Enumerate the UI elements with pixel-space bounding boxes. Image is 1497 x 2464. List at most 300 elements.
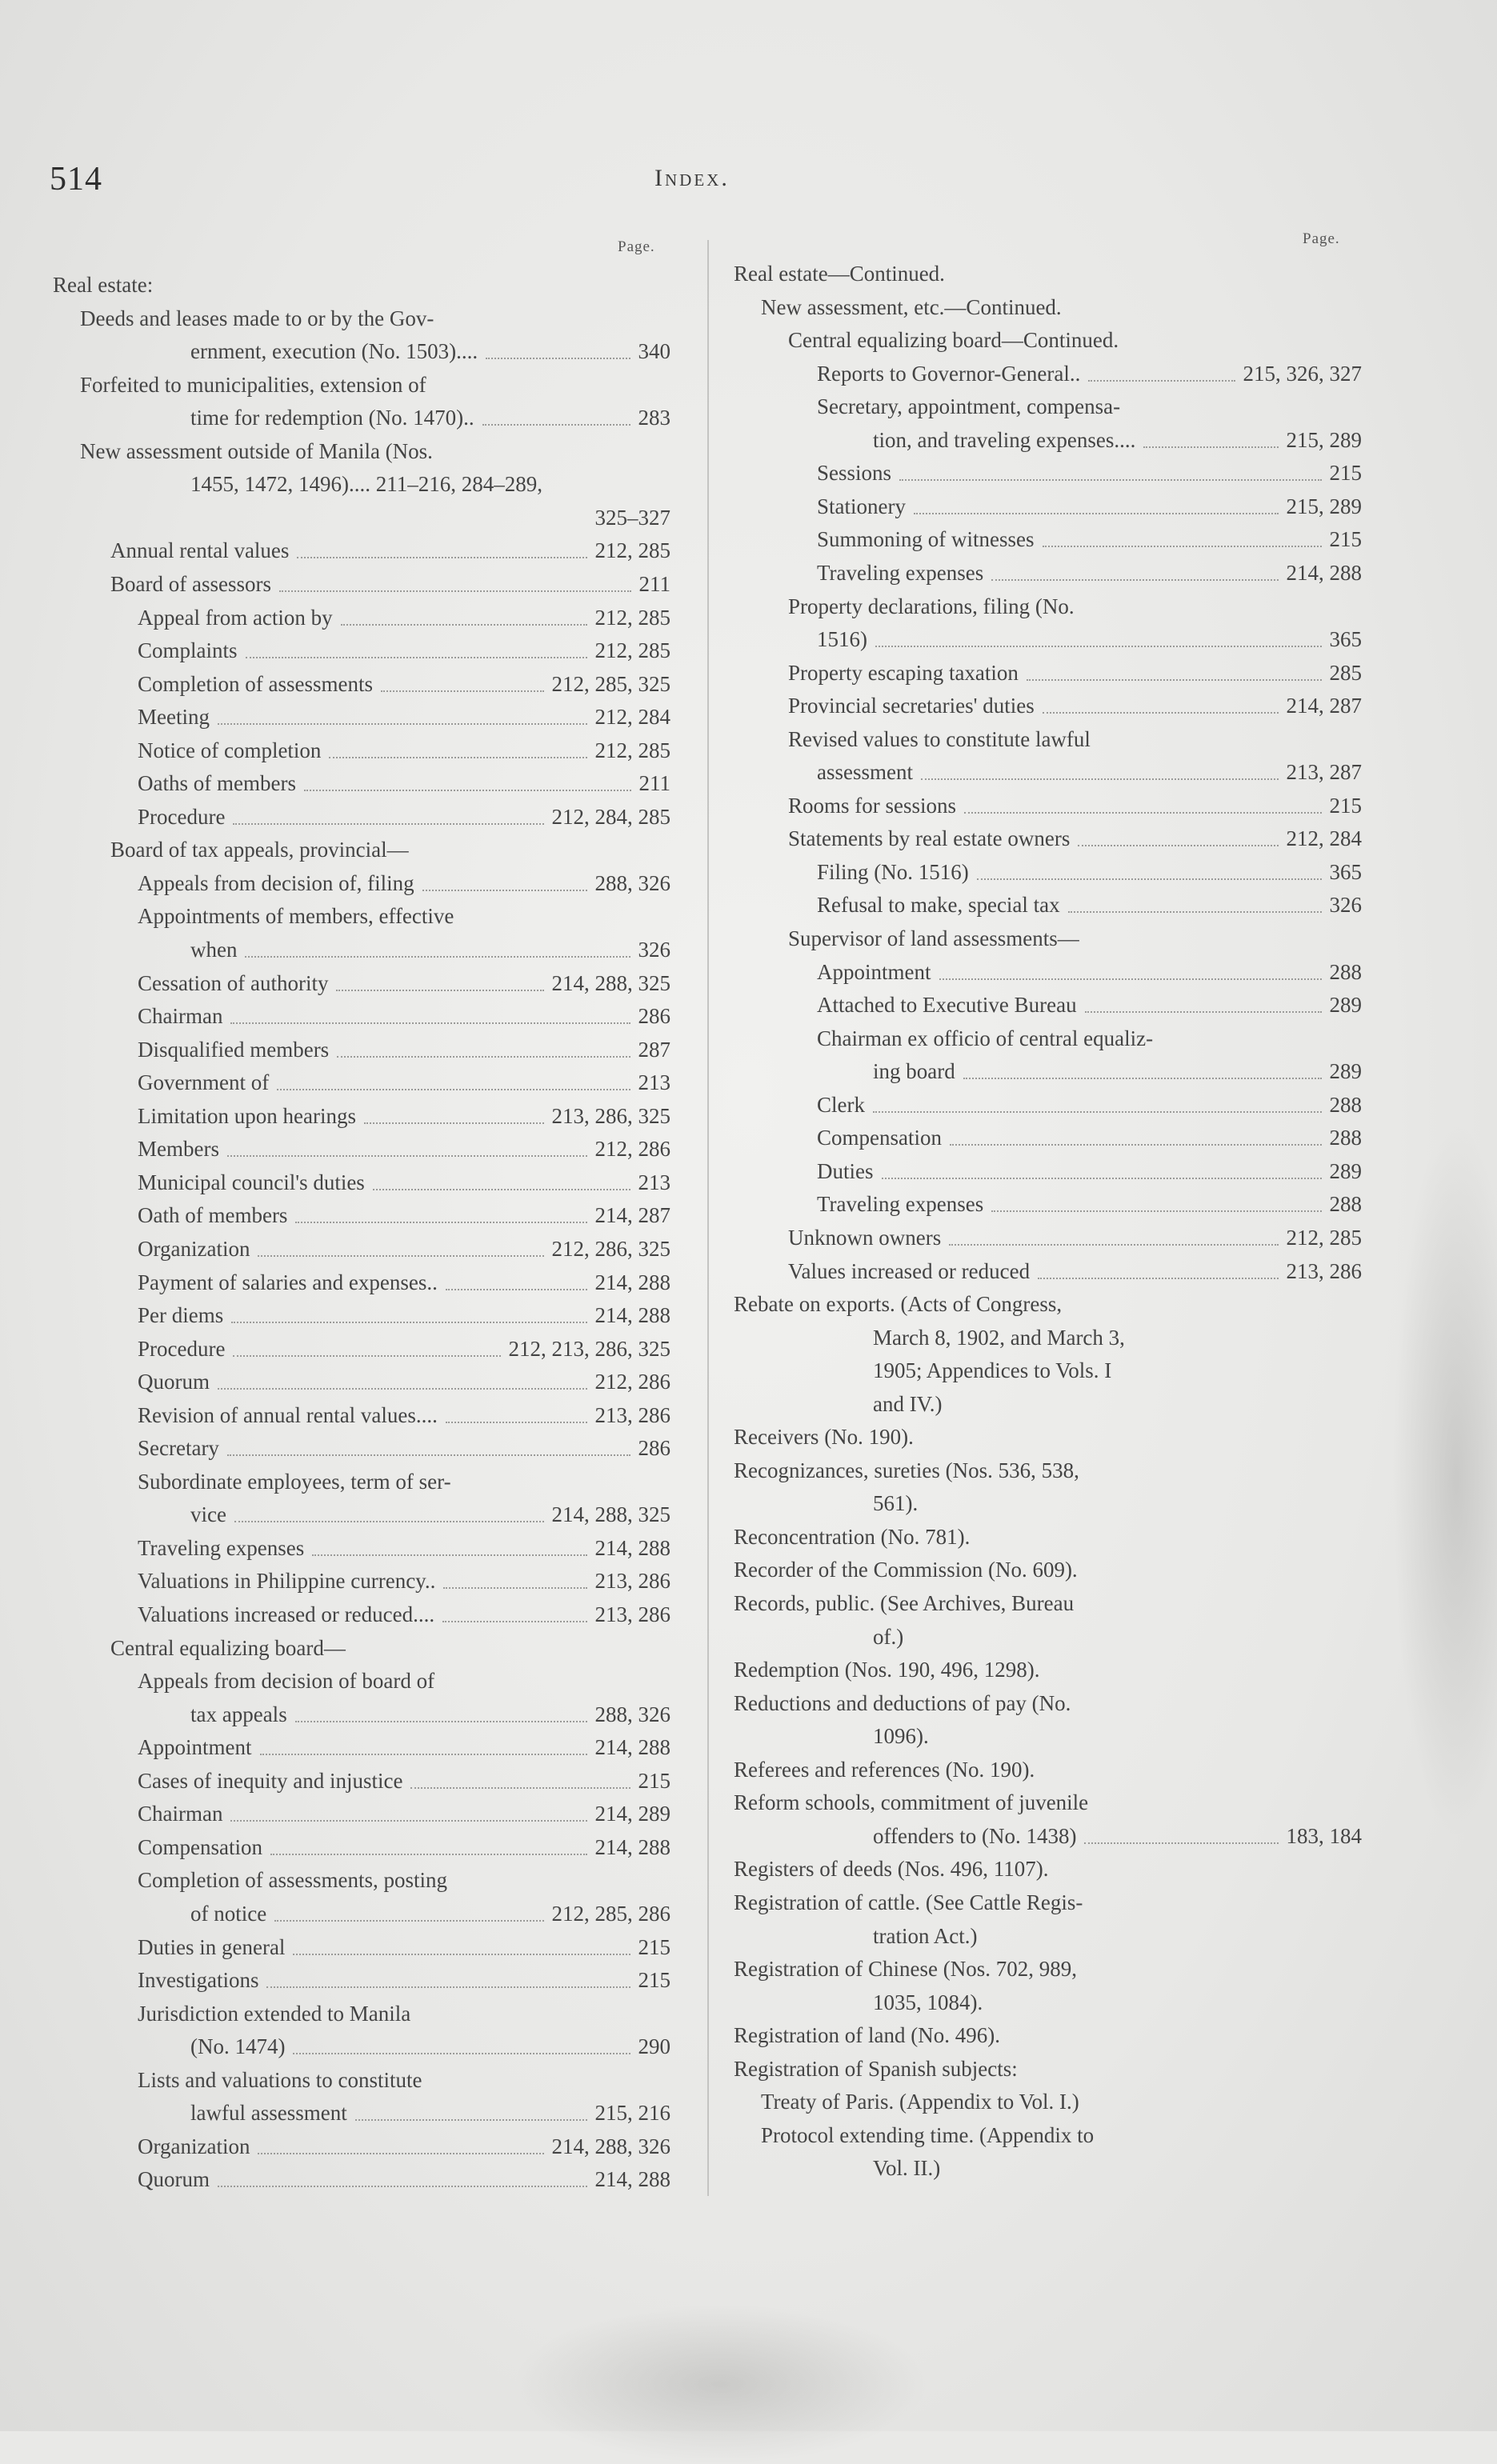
entry-text: Meeting (138, 705, 210, 730)
index-entry (817, 1155, 1362, 1188)
entry-text: Disqualified members (138, 1037, 330, 1062)
entry-page-ref: 289 (1329, 1158, 1362, 1183)
dot-leader (1078, 845, 1278, 846)
entry-text: Appeal from action by (138, 605, 333, 630)
index-entry (138, 2163, 670, 2196)
dot-leader (1027, 679, 1322, 681)
index-entry (138, 1532, 670, 1565)
entry-text: 1455, 1472, 1496).... 211–216, 284–289, (190, 472, 542, 497)
entry-page-ref: 212, 284 (1286, 826, 1362, 851)
index-entry (761, 2086, 1362, 2118)
index-entry (190, 335, 670, 368)
entry-text: Refusal to make, special tax (817, 893, 1060, 918)
entry-page-ref: 340 (638, 339, 670, 364)
entry-page-ref: 211 (638, 571, 670, 596)
index-entry (873, 1986, 1362, 2019)
entry-page-ref: 285 (1329, 660, 1362, 685)
dot-leader (260, 1754, 587, 1755)
index-entry (734, 2019, 1362, 2052)
entry-page-ref: 215, 326, 327 (1243, 361, 1362, 386)
index-entry (734, 1421, 1362, 1454)
entry-text: Reports to Governor-General.. (817, 361, 1081, 386)
entry-page-ref: 213, 286 (594, 1602, 670, 1626)
index-entry (873, 1055, 1362, 1088)
index-entry (873, 1322, 1362, 1354)
index-entry (138, 668, 670, 701)
entry-text: Real estate: (53, 273, 154, 297)
entry-text: Registration of Chinese (Nos. 702, 989, (734, 1957, 1077, 1982)
entry-page-ref: 214, 288, 325 (551, 970, 670, 995)
entry-text: tration Act.) (873, 1923, 978, 1948)
entry-page-ref: 214, 288 (1286, 560, 1362, 585)
entry-text: Rooms for sessions (788, 793, 957, 818)
entry-text: Valuations increased or reduced.... (138, 1602, 435, 1626)
dot-leader (304, 790, 631, 791)
entry-page-ref: 212, 285 (594, 738, 670, 762)
entry-page-ref: 215 (1329, 461, 1362, 486)
entry-text: Notice of completion (138, 738, 322, 762)
entry-text: Clerk (817, 1092, 865, 1117)
index-entry (110, 568, 670, 601)
entry-page-ref: 215 (638, 1934, 670, 1959)
index-entry (817, 756, 1362, 789)
index-entry (138, 602, 670, 634)
entry-text: tax appeals (190, 1702, 287, 1726)
entry-text: Registration of cattle. (See Cattle Regis- (734, 1890, 1083, 1914)
entry-page-ref: 213, 286, 325 (551, 1103, 670, 1128)
entry-text: Reductions and deductions of pay (No. (734, 1690, 1071, 1715)
entry-text: Redemption (Nos. 190, 496, 1298). (734, 1658, 1040, 1682)
index-entry (788, 657, 1362, 690)
entry-text: Rebate on exports. (Acts of Congress, (734, 1292, 1063, 1317)
left-page-header: Page. (618, 238, 655, 255)
index-entry (788, 790, 1362, 822)
entry-page-ref: 214, 288, 326 (551, 2134, 670, 2158)
dot-leader (336, 990, 543, 991)
entry-page-ref: 212, 285 (1286, 1225, 1362, 1250)
index-entry (138, 1665, 670, 1698)
index-entry (138, 900, 670, 933)
index-entry (138, 801, 670, 834)
entry-text: Organization (138, 1236, 250, 1261)
index-entry (734, 1288, 1362, 1321)
index-entry (110, 1632, 670, 1665)
entry-page-ref: 212, 284 (594, 705, 670, 730)
entry-text: Appointment (817, 959, 931, 984)
entry-text: Statements by real estate owners (788, 826, 1071, 851)
entry-text: Secretary (138, 1436, 219, 1461)
entry-page-ref: 214, 287 (594, 1203, 670, 1228)
index-entry (138, 2130, 670, 2163)
dot-leader (991, 579, 1278, 581)
entry-text: Records, public. (See Archives, Bureau (734, 1591, 1075, 1615)
entry-page-ref: 212, 284, 285 (551, 804, 670, 829)
entry-text: Reconcentration (No. 781). (734, 1524, 971, 1549)
dot-leader (964, 812, 1321, 814)
index-entry (138, 1931, 670, 1964)
dot-leader (991, 1210, 1321, 1212)
entry-text: Compensation (817, 1126, 942, 1150)
dot-leader (231, 1322, 586, 1323)
entry-text: Forfeited to municipalities, extension of (80, 372, 426, 397)
entry-text: Property escaping taxation (788, 660, 1019, 685)
entry-page-ref: 288 (1329, 1092, 1362, 1117)
entry-text: Recognizances, sureties (Nos. 536, 538, (734, 1458, 1079, 1482)
entry-text: Quorum (138, 1370, 210, 1394)
entry-text: Filing (No. 1516) (817, 859, 969, 884)
entry-text: and IV.) (873, 1391, 943, 1416)
dot-leader (227, 1155, 587, 1157)
dot-leader (218, 723, 587, 725)
entry-text: 1035, 1084). (873, 1990, 983, 2014)
dot-leader (329, 757, 586, 758)
dot-leader (277, 1089, 630, 1090)
entry-text: Registration of land (No. 496). (734, 2023, 1000, 2048)
column-divider (707, 240, 709, 2196)
entry-text: Provincial secretaries' duties (788, 694, 1035, 718)
index-entry (190, 934, 670, 966)
entry-text: Reform schools, commitment of juvenile (734, 1790, 1089, 1815)
dot-leader (1143, 446, 1278, 448)
index-entry (138, 1598, 670, 1631)
entry-text: March 8, 1902, and March 3, (873, 1325, 1125, 1350)
entry-text: assessment (817, 760, 913, 785)
dot-leader (337, 1056, 630, 1058)
index-entry (138, 1731, 670, 1764)
index-entry (734, 1654, 1362, 1686)
dot-leader (381, 690, 544, 692)
index-entry (817, 390, 1362, 423)
index-entry (190, 402, 670, 434)
index-entry (761, 2119, 1362, 2152)
index-entry (734, 1521, 1362, 1554)
entry-text: Sessions (817, 461, 892, 486)
entry-page-ref: 214, 289 (594, 1802, 670, 1826)
entry-text: Jurisdiction extended to Manila (138, 2001, 411, 2026)
entry-text: Completion of assessments (138, 671, 373, 696)
entry-text: Secretary, appointment, compensa- (817, 394, 1121, 419)
entry-text: offenders to (No. 1438) (873, 1823, 1077, 1848)
index-entry (817, 1188, 1362, 1221)
index-entry (873, 1920, 1362, 1953)
dot-leader (293, 2053, 630, 2054)
entry-text: of.) (873, 1624, 904, 1649)
entry-page-ref: 326 (1329, 893, 1362, 918)
entry-page-ref: 215, 289 (1286, 494, 1362, 518)
index-entry (734, 258, 1362, 290)
dot-leader (882, 1178, 1322, 1179)
entry-text: Oath of members (138, 1203, 288, 1228)
index-entry (138, 1133, 670, 1166)
entry-page-ref: 215, 289 (1286, 427, 1362, 452)
dot-leader (446, 1422, 587, 1423)
index-entry (110, 834, 670, 866)
dot-leader (482, 424, 630, 426)
entry-text: Property declarations, filing (No. (788, 594, 1075, 618)
entry-text: Compensation (138, 1834, 262, 1859)
dot-leader (1084, 1842, 1278, 1844)
dot-leader (364, 1122, 544, 1124)
index-entry (138, 734, 670, 767)
index-entry (190, 2030, 670, 2063)
entry-text: Procedure (138, 1336, 226, 1361)
index-entry (80, 302, 670, 335)
dot-leader (227, 1454, 630, 1456)
index-entry (873, 1621, 1362, 1654)
entry-page-ref: 215, 216 (594, 2101, 670, 2126)
entry-text: New assessment, etc.—Continued. (761, 294, 1062, 319)
index-entry (138, 1034, 670, 1066)
index-entry (873, 1720, 1362, 1753)
index-entry (817, 1089, 1362, 1122)
entry-page-ref: 288 (1329, 959, 1362, 984)
entry-page-ref: 286 (638, 1004, 670, 1029)
entry-text: Duties (817, 1158, 874, 1183)
entry-page-ref: 215 (1329, 793, 1362, 818)
dot-leader (341, 624, 587, 626)
dot-leader (258, 1255, 543, 1257)
entry-page-ref: 214, 288 (594, 1735, 670, 1760)
entry-page-ref: 213, 286 (1286, 1258, 1362, 1283)
dot-leader (279, 590, 631, 592)
index-entry (734, 1853, 1362, 1886)
index-entry (817, 856, 1362, 889)
index-entry (80, 435, 670, 468)
entry-page-ref: 214, 288 (594, 1535, 670, 1560)
entry-page-ref: 288, 326 (594, 870, 670, 895)
entry-text: 1905; Appendices to Vols. I (873, 1358, 1112, 1383)
index-entry (138, 1432, 670, 1465)
entry-text: Cases of inequity and injustice (138, 1768, 403, 1793)
dot-leader (355, 2119, 587, 2121)
entry-text: Limitation upon hearings (138, 1103, 356, 1128)
index-entry (734, 2053, 1362, 2086)
entry-page-ref: 213, 286 (594, 1402, 670, 1427)
entry-page-ref: 287 (638, 1037, 670, 1062)
entry-text: Stationery (817, 494, 906, 518)
dot-leader (266, 1986, 630, 1988)
index-entry (734, 1886, 1362, 1919)
index-entry (190, 1498, 670, 1531)
dot-leader (1088, 380, 1235, 382)
entry-text: Real estate—Continued. (734, 262, 945, 286)
dot-leader (234, 1521, 544, 1522)
entry-text: Procedure (138, 804, 226, 829)
entry-page-ref: 215 (1329, 527, 1362, 552)
index-entry (53, 269, 670, 302)
index-entry (190, 1898, 670, 1930)
dot-leader (312, 1554, 586, 1556)
entry-page-ref: 288 (1329, 1192, 1362, 1217)
index-entry (817, 457, 1362, 490)
index-entry (138, 1066, 670, 1099)
entry-text: Values increased or reduced (788, 1258, 1031, 1283)
dot-leader (949, 1244, 1278, 1246)
dot-leader (297, 557, 586, 558)
entry-text: Supervisor of land assessments— (788, 926, 1079, 950)
entry-text: Protocol extending time. (Appendix to (761, 2122, 1095, 2147)
entry-text: Summoning of witnesses (817, 527, 1035, 552)
entry-page-ref: 212, 285 (594, 605, 670, 630)
entry-page-ref: 214, 288 (594, 1834, 670, 1859)
entry-page-ref: 288, 326 (594, 1702, 670, 1726)
entry-page-ref: 213 (638, 1070, 670, 1095)
entry-text: Subordinate employees, term of ser- (138, 1469, 451, 1494)
entry-text: Chairman (138, 1004, 223, 1029)
index-entry (788, 324, 1362, 357)
index-entry (138, 1233, 670, 1266)
entry-text: ernment, execution (No. 1503).... (190, 339, 478, 364)
entry-text: Treaty of Paris. (Appendix to Vol. I.) (761, 2090, 1079, 2114)
index-entry (138, 1100, 670, 1133)
entry-text: Completion of assessments, posting (138, 1868, 447, 1893)
index-entry (817, 490, 1362, 523)
dot-leader (1085, 1011, 1322, 1013)
entry-text: Traveling expenses (817, 560, 984, 585)
index-entry (734, 1953, 1362, 1986)
index-entry (788, 590, 1362, 623)
dot-leader (295, 1222, 586, 1223)
entry-text: Oaths of members (138, 771, 296, 796)
index-entry (110, 534, 670, 567)
index-entry (788, 1255, 1362, 1288)
entry-text: Receivers (No. 190). (734, 1425, 914, 1450)
index-entry (138, 1565, 670, 1598)
dot-leader (293, 1954, 630, 1955)
dot-leader (486, 358, 630, 359)
index-entry (817, 623, 1362, 656)
entry-text: Investigations (138, 1968, 259, 1993)
entry-text: Traveling expenses (817, 1192, 984, 1217)
index-entry (873, 1820, 1362, 1853)
dot-leader (270, 1854, 587, 1855)
dot-leader (1043, 546, 1322, 547)
index-entry (138, 1333, 670, 1366)
index-entry (138, 1765, 670, 1798)
entry-text: Appeals from decision of, filing (138, 870, 414, 895)
page-number: 514 (50, 161, 102, 198)
index-entry (817, 358, 1362, 390)
index-entry (873, 1487, 1362, 1520)
entry-text: Annual rental values (110, 538, 290, 563)
index-entry (817, 956, 1362, 989)
entry-text: vice (190, 1502, 226, 1527)
entry-page-ref: 214, 288, 325 (551, 1502, 670, 1527)
index-entry (138, 767, 670, 800)
dot-leader (921, 778, 1279, 780)
index-entry (138, 967, 670, 1000)
right-page-header: Page. (1303, 230, 1340, 247)
index-entry (788, 822, 1362, 855)
dot-leader (410, 1787, 630, 1789)
index-entry (138, 1399, 670, 1432)
dot-leader (873, 1111, 1322, 1113)
entry-page-ref: 325–327 (594, 505, 670, 530)
dot-leader (914, 513, 1279, 514)
index-entry (734, 1687, 1362, 1720)
entry-text: Central equalizing board— (110, 1635, 346, 1660)
index-entry (788, 690, 1362, 722)
dot-leader (233, 823, 543, 825)
index-entry (788, 1222, 1362, 1254)
index-entry (138, 867, 670, 900)
index-entry (817, 523, 1362, 556)
dot-leader (295, 1721, 587, 1722)
entry-text: 561). (873, 1491, 919, 1516)
entry-page-ref: 326 (638, 938, 670, 962)
entry-page-ref: 183, 184 (1286, 1823, 1362, 1848)
entry-page-ref: 212, 285, 325 (551, 671, 670, 696)
entry-page-ref: 212, 286, 325 (551, 1236, 670, 1261)
index-entry (873, 2152, 1362, 2185)
index-entry (190, 2097, 670, 2130)
index-entry (138, 1166, 670, 1199)
entry-text: time for redemption (No. 1470).. (190, 406, 474, 430)
entry-text: Registration of Spanish subjects: (734, 2056, 1018, 2081)
index-entry (817, 989, 1362, 1022)
entry-page-ref: 211 (638, 771, 670, 796)
dot-leader (899, 479, 1321, 481)
entry-page-ref: 213, 287 (1286, 760, 1362, 785)
dot-leader (963, 1078, 1322, 1079)
entry-page-ref: 214, 288 (594, 1270, 670, 1294)
index-entry (138, 1998, 670, 2030)
entry-text: Organization (138, 2134, 250, 2158)
dot-leader (939, 978, 1322, 980)
entry-text: tion, and traveling expenses.... (873, 427, 1136, 452)
index-entry (734, 1554, 1362, 1586)
index-entry (788, 723, 1362, 756)
entry-page-ref: 212, 285, 286 (551, 1901, 670, 1926)
dot-leader (245, 956, 630, 958)
entry-text: Central equalizing board—Continued. (788, 328, 1119, 353)
index-entry (138, 1366, 670, 1398)
entry-text: Appeals from decision of board of (138, 1669, 435, 1694)
entry-text: Board of tax appeals, provincial— (110, 838, 409, 862)
dot-leader (218, 1388, 587, 1390)
entry-text: Cessation of authority (138, 970, 329, 995)
entry-text: Deeds and leases made to or by the Gov- (80, 306, 434, 330)
entry-page-ref: 213, 286 (594, 1569, 670, 1594)
index-entry (138, 634, 670, 667)
entry-text: Duties in general (138, 1934, 286, 1959)
dot-leader (1038, 1278, 1278, 1279)
dot-leader (442, 1621, 586, 1622)
index-entry (138, 1299, 670, 1332)
entry-text: Government of (138, 1070, 270, 1095)
entry-page-ref: 213 (638, 1170, 670, 1194)
entry-text: Chairman (138, 1802, 223, 1826)
entry-text: Municipal council's duties (138, 1170, 365, 1194)
entry-text: Unknown owners (788, 1225, 942, 1250)
entry-page-ref: 212, 285 (594, 638, 670, 663)
entry-text: Attached to Executive Bureau (817, 993, 1077, 1018)
entry-text: Recorder of the Commission (No. 609). (734, 1558, 1078, 1582)
entry-text: Quorum (138, 2167, 210, 2192)
entry-page-ref: 215 (638, 1968, 670, 1993)
entry-page-ref: 212, 285 (594, 538, 670, 563)
entry-text: Registers of deeds (Nos. 496, 1107). (734, 1857, 1049, 1882)
index-entry (817, 557, 1362, 590)
dot-leader (230, 1820, 586, 1822)
dot-leader (230, 1022, 630, 1024)
entry-text: lawful assessment (190, 2101, 347, 2126)
entry-page-ref: 286 (638, 1436, 670, 1461)
entry-text: Members (138, 1137, 219, 1162)
index-entry (190, 468, 670, 501)
entry-text: Complaints (138, 638, 238, 663)
index-entry (138, 1466, 670, 1498)
